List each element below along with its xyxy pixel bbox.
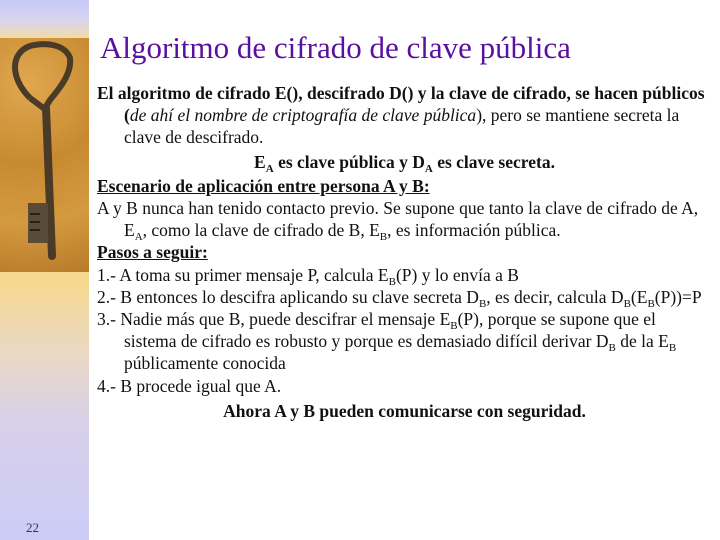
step-1: 1.- A toma su primer mensaje P, calcula $E_B(P)$ y lo envía a B (97, 264, 519, 288)
key-image (0, 38, 89, 272)
conclusion: Ahora A y B pueden comunicarse con seguridad. (223, 400, 586, 421)
scenario-heading: Escenario de aplicación entre persona A y B: (97, 175, 430, 196)
step-2: 2.- B entonces lo descifra aplicando su clave secreta $D_B$, es decir, calcula $D_B(E_B(P))=P$ (97, 286, 702, 310)
slide-body (97, 82, 712, 422)
step-4: 4.- B procede igual que A. (97, 375, 282, 396)
page-number: 22 (26, 520, 39, 535)
steps-heading: Pasos a seguir: (97, 242, 208, 263)
keys-statement: $E_A$ es clave pública y $D_A$ es clave secreta. (254, 151, 555, 175)
key-icon (0, 38, 89, 272)
intro-paragraph: El algoritmo de cifrado E(), descifrado D() y la clave de cifrado, se hacen públicos (de ahí el nombre de criptografía de clave pública), pero se mantiene secreta la clave de descifrado. (97, 83, 705, 148)
slide-title: Algoritmo de cifrado de clave pública (100, 30, 571, 65)
scenario-paragraph: A y B nunca han tenido contacto previo. Se supone que tanto la clave de cifrado de A, $E_A$, como la clave de cifrado de B, $E_B$, es información pública. (97, 198, 699, 244)
step-3: 3.- Nadie más que B, puede descifrar el mensaje $E_B(P)$, porque se supone que el sistema de cifrado es robusto y porque es demasiado difícil derivar $D_B$ de la $E_B$ públicamente conocida (97, 309, 677, 374)
